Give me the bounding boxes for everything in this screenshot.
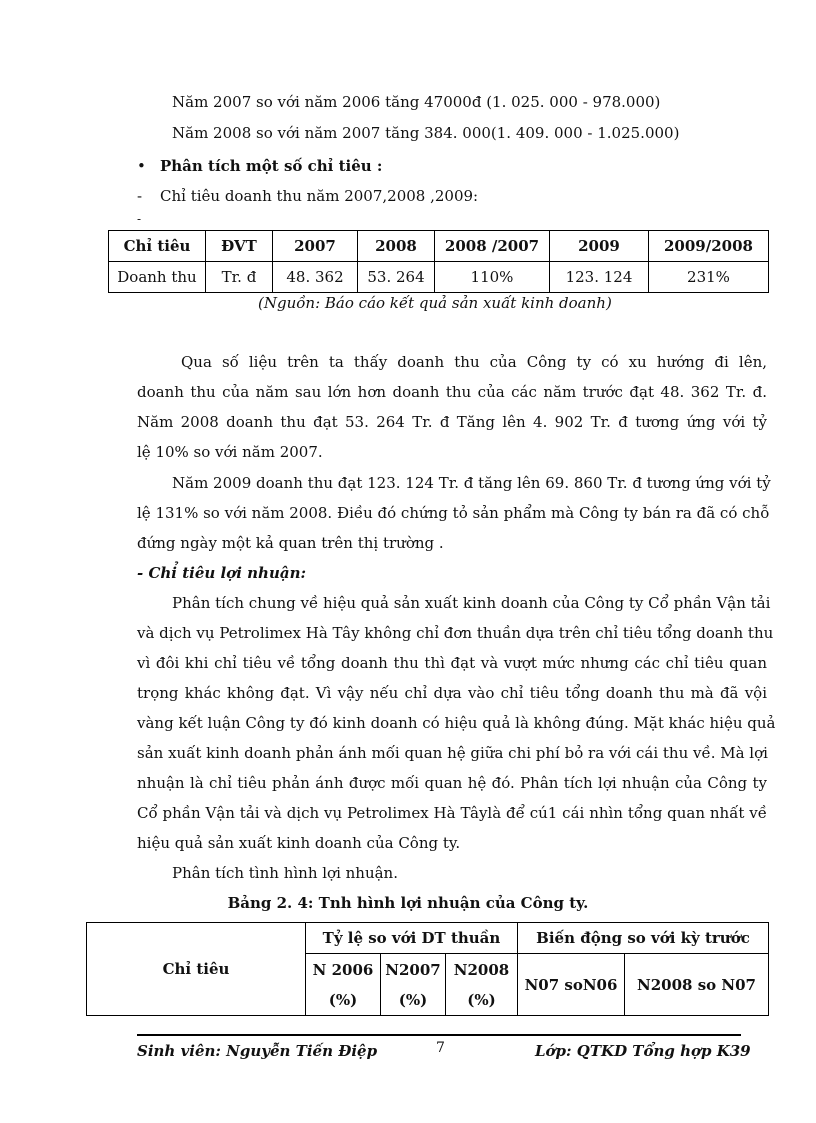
unit-label: (%) <box>328 990 358 1009</box>
table-header-cell: Chỉ tiêu <box>87 923 306 1016</box>
paragraph3-line-2: và dịch vụ Petrolimex Hà Tây không chỉ đơn thuần dựa trên chỉ tiêu tổng doanh thu <box>137 624 774 642</box>
revenue-table <box>108 230 769 293</box>
table-cell: 231% <box>649 262 769 293</box>
paragraph3-line-4: trọng khác không đạt. Vì vậy nếu chỉ dựa vào chỉ tiêu tổng doanh thu mà đã vội <box>137 684 767 702</box>
table-header-cell: Biến động so với kỳ trước <box>518 923 769 954</box>
table-cell: 53. 264 <box>358 262 435 293</box>
table-cell: Tr. đ <box>206 262 273 293</box>
paragraph1-line-2: doanh thu của năm sau lớn hơn doanh thu của các năm trước đạt 48. 362 Tr. đ. <box>137 383 767 401</box>
year-label: N2008 <box>453 960 510 979</box>
table-header-cell: Tỷ lệ so với DT thuần <box>306 923 518 954</box>
table-header-cell: 2007 <box>273 231 358 262</box>
profit-table <box>86 922 769 1016</box>
dash-empty: - <box>137 212 142 226</box>
year-label: N 2006 <box>312 960 374 979</box>
table-header-cell <box>381 954 446 1016</box>
table2-caption: Bảng 2. 4: Tnh hình lợi nhuận của Công ty. <box>227 894 589 912</box>
source-note: (Nguồn: Báo cáo kết quả sản xuất kinh doanh) <box>258 294 612 312</box>
table-cell: 110% <box>435 262 550 293</box>
bullet-heading: Phân tích một số chỉ tiêu : <box>160 157 383 175</box>
paragraph3-line-8: Cổ phần Vận tải và dịch vụ Petrolimex Hà Tâylà để cú1 cái nhìn tổng quan nhất về <box>137 804 767 822</box>
paragraph2-line-1: Năm 2009 doanh thu đạt 123. 124 Tr. đ tăng lên 69. 860 Tr. đ tương ứng với tỷ <box>172 474 771 492</box>
table-header-cell <box>306 954 381 1016</box>
table-header-cell: 2009/2008 <box>649 231 769 262</box>
footer-class: Lớp: QTKD Tổng hợp K39 <box>535 1042 751 1060</box>
unit-label: (%) <box>398 990 428 1009</box>
paragraph3-line-5: vàng kết luận Công ty đó kinh doanh có hiệu quả là không đúng. Mặt khác hiệu quả <box>137 714 776 732</box>
table-header-cell: ĐVT <box>206 231 273 262</box>
paragraph3-line-6: sản xuất kinh doanh phản ánh mối quan hệ giữa chi phí bỏ ra với cái thu về. Mà lợi <box>137 744 768 762</box>
table-header-cell: 2008 <box>358 231 435 262</box>
dash-marker: - <box>137 187 143 205</box>
table-row <box>109 262 769 293</box>
table-header-row <box>109 231 769 262</box>
paragraph1-line-4: lệ 10% so với năm 2007. <box>137 443 323 461</box>
footer-rule <box>137 1034 741 1036</box>
table-cell: Doanh thu <box>109 262 206 293</box>
table-header-cell: N2008 so N07 <box>625 954 769 1016</box>
table-cell: 123. 124 <box>550 262 649 293</box>
dash-item: Chỉ tiêu doanh thu năm 2007,2008 ,2009: <box>160 187 479 205</box>
year-label: N2007 <box>385 960 441 979</box>
table-cell: 48. 362 <box>273 262 358 293</box>
paragraph1-line-1: Qua số liệu trên ta thấy doanh thu của Công ty có xu hướng đi lên, <box>181 353 767 371</box>
table-header-cell: 2009 <box>550 231 649 262</box>
page-number: 7 <box>436 1040 445 1056</box>
paragraph3-line-7: nhuận là chỉ tiêu phản ánh được mối quan hệ đó. Phân tích lợi nhuận của Công ty <box>137 774 767 792</box>
paragraph2-line-3: đứng ngày một kả quan trên thị trường . <box>137 534 444 552</box>
bullet-icon: • <box>137 157 146 175</box>
paragraph3-line-3: vì đôi khi chỉ tiêu về tổng doanh thu thì đạt và vượt mức nhưng các chỉ tiêu quan <box>137 654 767 672</box>
intro-line-1: Năm 2007 so với năm 2006 tăng 47000đ (1. 025. 000 - 978.000) <box>172 93 661 111</box>
table-header-cell: 2008 /2007 <box>435 231 550 262</box>
intro-line-2: Năm 2008 so với năm 2007 tăng 384. 000(1. 409. 000 - 1.025.000) <box>172 124 680 142</box>
paragraph3-line-1: Phân tích chung về hiệu quả sản xuất kinh doanh của Công ty Cổ phần Vận tải <box>172 594 771 612</box>
unit-label: (%) <box>467 990 496 1009</box>
paragraph3-line-9: hiệu quả sản xuất kinh doanh của Công ty. <box>137 834 461 852</box>
profit-heading: - Chỉ tiêu lợi nhuận: <box>137 564 307 582</box>
table-header-cell: Chỉ tiêu <box>109 231 206 262</box>
table-header-cell <box>446 954 518 1016</box>
paragraph1-line-3: Năm 2008 doanh thu đạt 53. 264 Tr. đ Tăng lên 4. 902 Tr. đ tương ứng với tỷ <box>137 413 767 431</box>
profit-analysis-line: Phân tích tình hình lợi nhuận. <box>172 864 398 882</box>
table-header-cell: N07 soN06 <box>518 954 625 1016</box>
footer-student: Sinh viên: Nguyễn Tiến Điệp <box>137 1042 378 1060</box>
table-header-row <box>87 923 769 954</box>
paragraph2-line-2: lệ 131% so với năm 2008. Điều đó chứng tỏ sản phẩm mà Công ty bán ra đã có chỗ <box>137 504 770 522</box>
